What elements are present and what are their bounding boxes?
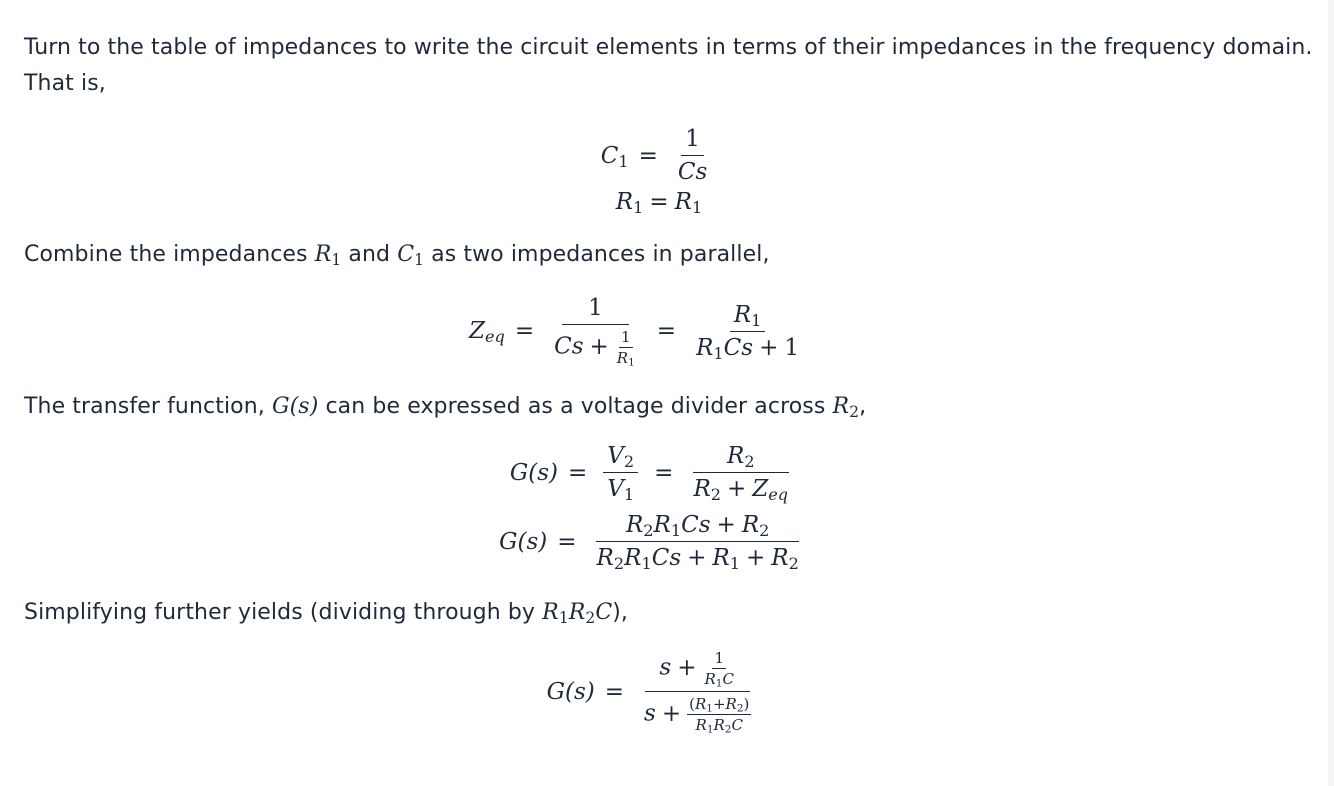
inline-math-r2: $R_2$ xyxy=(832,394,860,421)
voltage-divider-equations xyxy=(24,443,1314,574)
inline-math-r1: $R_1$ xyxy=(314,242,342,269)
fraction: 1 Cs + $\frac{1}{R_1}$ xyxy=(554,295,635,369)
simplify-paragraph: Simplifying further yields (dividing through by $R_1R_2C$), xyxy=(24,600,629,627)
inline-math-r1r2c: $R_1R_2C$ xyxy=(542,600,613,627)
article-content xyxy=(24,30,1314,734)
fraction: $\frac{R_2R_1Cs + R_2}{R_2R_1Cs + R_1 + R_2}$ xyxy=(596,512,799,574)
fraction: $\frac{R_1}{R_1Cs + 1}$ xyxy=(696,301,799,363)
parallel-impedance-eq: $Z_{eq}$ = 1 Cs + $\frac{1}{R_1}$ = $\frac{R_1}{R_1Cs + 1}$ xyxy=(24,295,1314,367)
expanded-transfer-eq: G(s) = $\frac{R_2R_1Cs + R_2}{R_2R_1Cs + R_1 + R_2}$ xyxy=(0,512,1314,571)
fraction: $\frac{1}{Cs}$ xyxy=(677,126,708,185)
resistor-impedance-eq: $R_1$ = $R_1$ xyxy=(615,189,703,218)
intro-text: Turn to the table of impedances to write the circuit elements in terms of their impedances in the frequency domain. xyxy=(24,35,1313,60)
intro-text-2: That is, xyxy=(24,71,106,96)
fraction: $\frac{R_2}{R_2 + Z_{eq}}$ xyxy=(693,443,789,505)
scrollbar[interactable] xyxy=(1328,0,1334,786)
impedance-equations xyxy=(24,126,1314,218)
transfer-function-paragraph: The transfer function, G(s) can be expressed as a voltage divider across $R_2$, xyxy=(24,394,867,421)
voltage-divider-eq: G(s) = $\frac{V_2}{V_1}$ = $\frac{R_2}{R_2 + Z_{eq}}$ xyxy=(0,443,1314,502)
inline-math-gs: G(s) xyxy=(271,394,319,419)
capacitor-impedance-eq: $C_1$ = $\frac{1}{Cs}$ xyxy=(4,126,1314,185)
fraction: s + $\frac{1}{R_1C}$ s + $\frac{(R_1+R_2)}{R_1R_2C}$ xyxy=(644,649,750,736)
inline-math-c1: $C_1$ xyxy=(397,242,425,269)
simplified-transfer-eq: G(s) = s + $\frac{1}{R_1C}$ s + $\frac{(R_1+R_2)}{R_1R_2C}$ xyxy=(24,649,1314,734)
intro-paragraph xyxy=(24,30,1314,102)
fraction: $\frac{V_2}{V_1}$ xyxy=(603,443,638,502)
combine-paragraph: Combine the impedances $R_1$ and $C_1$ as two impedances in parallel, xyxy=(24,242,770,269)
